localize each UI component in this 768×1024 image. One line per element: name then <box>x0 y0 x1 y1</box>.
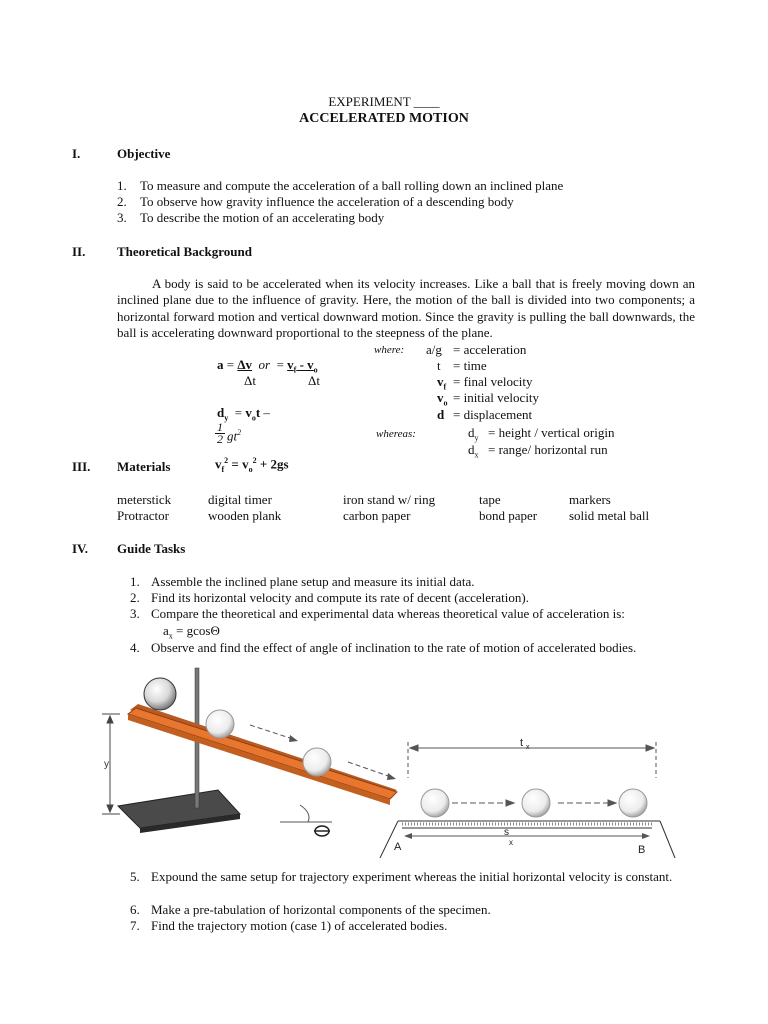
list-item-num: 1. <box>117 178 127 193</box>
list-item: Make a pre-tabulation of horizontal components of the specimen. <box>151 902 491 917</box>
def-symbol: $d_x$ <box>468 442 479 460</box>
ball-traj-1 <box>421 789 449 817</box>
ball-traj-3 <box>619 789 647 817</box>
theory-paragraph <box>117 276 695 341</box>
section-numeral-materials: III. <box>72 459 91 474</box>
def-symbol: $v_o$ <box>437 390 448 408</box>
list-item-num: 3. <box>130 606 140 621</box>
list-item: Find the trajectory motion (case 1) of accelerated bodies. <box>151 918 448 933</box>
section-heading-materials: Materials <box>117 459 171 474</box>
list-item-num: 1. <box>130 574 140 589</box>
task-formula: $a_x = gcos\Theta$ <box>163 623 220 641</box>
section-numeral-objective: I. <box>72 146 81 161</box>
list-item-num: 5. <box>130 869 140 884</box>
label-a: A <box>394 841 402 853</box>
material-item: bond paper <box>479 508 538 523</box>
section-heading-tasks: Guide Tasks <box>117 541 186 556</box>
material-item: markers <box>569 492 611 507</box>
label-y: y <box>104 759 109 770</box>
def-symbol: t <box>437 358 441 373</box>
list-item-num: 6. <box>130 902 140 917</box>
material-item: carbon paper <box>343 508 411 523</box>
iron-stand <box>118 668 240 833</box>
material-item: tape <box>479 492 501 507</box>
def-text: = time <box>453 358 487 373</box>
list-item: To measure and compute the acceleration of a ball rolling down an inclined plane <box>140 178 564 193</box>
inclined-plank <box>128 704 397 805</box>
list-item: Observe and find the effect of angle of inclination to the rate of motion of accelerated bodies. <box>151 640 637 655</box>
list-item: Compare the theoretical and experimental data whereas theoretical value of acceleration is: <box>151 606 625 621</box>
label-tx: t <box>520 737 524 749</box>
list-item: To observe how gravity influence the acceleration of a descending body <box>140 194 514 209</box>
where-label: where: <box>374 344 405 356</box>
list-item-num: 2. <box>117 194 127 209</box>
page-title: ACCELERATED MOTION <box>299 111 469 126</box>
ball-traj-2 <box>522 789 550 817</box>
list-item: Expound the same setup for trajectory experiment whereas the initial horizontal velocity is constant. <box>151 869 673 884</box>
ball-mid <box>206 710 234 738</box>
def-text: = final velocity <box>453 374 533 389</box>
list-item-num: 7. <box>130 918 140 933</box>
label-sx-sub: x <box>509 838 513 847</box>
floor-ruler <box>380 821 675 858</box>
formula-acceleration: a = Δv or = $v_f - v_o$ <box>217 357 318 375</box>
section-numeral-tasks: IV. <box>72 541 89 556</box>
ball-top <box>144 678 176 710</box>
def-symbol: $v_f$ <box>437 374 447 392</box>
list-item: Find its horizontal velocity and compute its rate of decent (acceleration). <box>151 590 529 605</box>
def-text: = displacement <box>453 407 533 422</box>
def-symbol: $d_y$ <box>468 425 479 443</box>
formula-gt2: $gt^2$ <box>227 428 242 444</box>
label-b: B <box>638 844 646 856</box>
def-text: = acceleration <box>453 342 527 357</box>
label-sx: s <box>504 827 509 838</box>
ball-low <box>303 748 331 776</box>
formula-denominator: Δt <box>308 373 320 388</box>
section-heading-objective: Objective <box>117 146 171 161</box>
def-text: = height / vertical origin <box>488 425 615 440</box>
material-item: digital timer <box>208 492 272 507</box>
whereas-label: whereas: <box>376 428 416 440</box>
theory-text: A body is said to be accelerated when its velocity increases. Like a ball that is freely moving down an inclined plane due to the influence of gravity. Here, the motion of the ball is divided into two components; a horizontal forward motion and vertical downward motion. Since the gravity is pulling the ball downwards, the ball is accelerating downward proportional to the steepness of the plane. <box>117 276 695 340</box>
material-item: iron stand w/ ring <box>343 492 436 507</box>
list-item-num: 2. <box>130 590 140 605</box>
def-text: = range/ horizontal run <box>488 442 608 457</box>
list-item: Assemble the inclined plane setup and measure its initial data. <box>151 574 475 589</box>
material-item: wooden plank <box>208 508 282 523</box>
formula-half-gt2: 1 2 <box>217 420 223 446</box>
formula-displacement: $d_y = v_ot$ – <box>217 405 270 423</box>
experiment-label: EXPERIMENT ____ <box>328 94 440 109</box>
list-item-num: 3. <box>117 210 127 225</box>
def-symbol: d <box>437 407 445 422</box>
material-item: Protractor <box>117 508 169 523</box>
task-formula-rhs: = gcosΘ <box>176 623 220 638</box>
list-item: To describe the motion of an accelerating body <box>140 210 385 225</box>
formula-denominator: Δt <box>244 373 256 388</box>
section-heading-theory: Theoretical Background <box>117 244 252 259</box>
def-symbol: a/g <box>426 342 442 357</box>
def-text: = initial velocity <box>453 390 540 405</box>
inclined-plane-diagram <box>100 668 680 858</box>
formula-cutoff: $v_f^2 = v_o^2 + 2gs$ <box>215 456 289 474</box>
material-item: meterstick <box>117 492 172 507</box>
list-item-num: 4. <box>130 640 140 655</box>
material-item: solid metal ball <box>569 508 650 523</box>
label-tx-sub: x <box>526 744 530 751</box>
section-numeral-theory: II. <box>72 244 86 259</box>
